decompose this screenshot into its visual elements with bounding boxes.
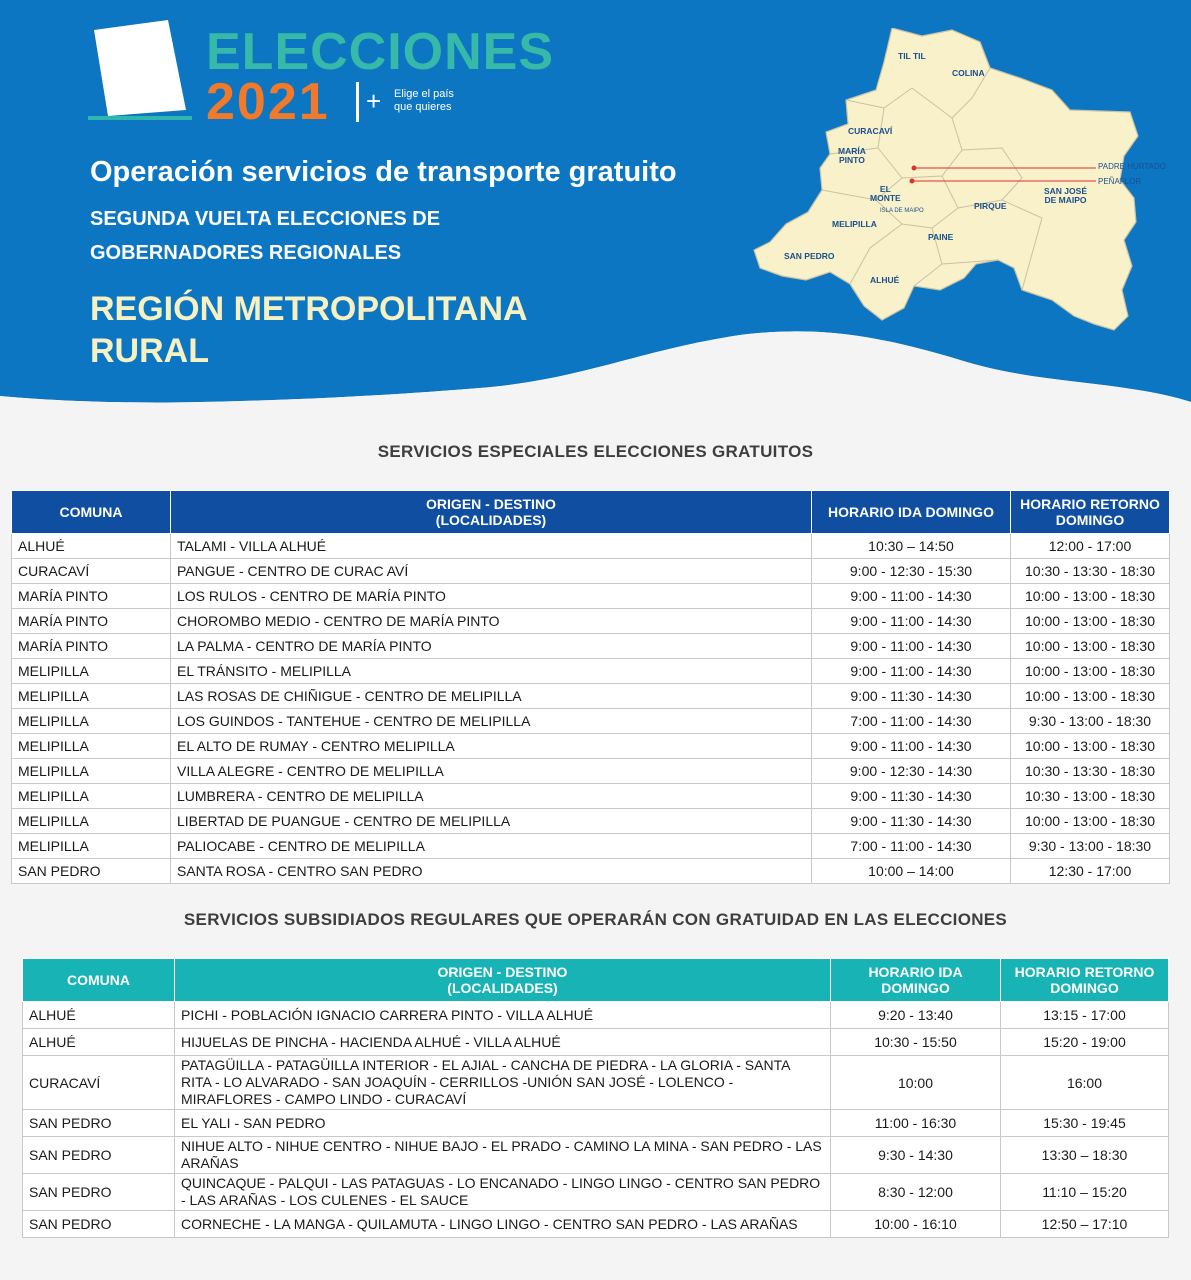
origen-destino-cell: NIHUE ALTO - NIHUE CENTRO - NIHUE BAJO - EL PRADO - CAMINO LA MINA - SAN PEDRO - LAS ARAÑAS: [175, 1137, 831, 1174]
horario-ida-cell: 8:30 - 12:00: [831, 1174, 1001, 1211]
col-header-origen: ORIGEN - DESTINO (LOCALIDADES): [171, 491, 812, 534]
map-label-padre-hurtado: PADRE HURTADO: [1098, 162, 1167, 171]
table-row: [12, 734, 1170, 759]
comuna-cell: MELIPILLA: [12, 709, 171, 734]
comuna-cell: MARÍA PINTO: [12, 584, 171, 609]
horario-ida-cell: 9:00 - 11:30 - 14:30: [812, 784, 1011, 809]
header-banner: [0, 0, 1191, 430]
horario-retorno-cell: 10:30 - 13:00 - 18:30: [1011, 784, 1170, 809]
origen-destino-cell: LAS ROSAS DE CHIÑIGUE - CENTRO DE MELIPILLA: [171, 684, 812, 709]
origen-destino-cell: HIJUELAS DE PINCHA - HACIENDA ALHUÉ - VILLA ALHUÉ: [175, 1029, 831, 1056]
table-row: [12, 709, 1170, 734]
horario-ida-cell: 9:00 - 11:30 - 14:30: [812, 684, 1011, 709]
table-row: [12, 809, 1170, 834]
horario-retorno-cell: 9:30 - 13:00 - 18:30: [1011, 709, 1170, 734]
horario-ida-cell: 11:00 - 16:30: [831, 1110, 1001, 1137]
logo-separator: [356, 82, 359, 122]
elecciones-logo: [88, 18, 555, 131]
table-row: [23, 1137, 1169, 1174]
table-header-row: [23, 959, 1169, 1002]
comuna-cell: MELIPILLA: [12, 809, 171, 834]
region-map: [752, 28, 1167, 348]
horario-ida-cell: 7:00 - 11:00 - 14:30: [812, 834, 1011, 859]
map-label-alhue: ALHUÉ: [870, 275, 900, 285]
comuna-cell: ALHUÉ: [12, 534, 171, 559]
table-header-row: [12, 491, 1170, 534]
origen-destino-cell: SANTA ROSA - CENTRO SAN PEDRO: [171, 859, 812, 884]
horario-ida-cell: 10:30 - 15:50: [831, 1029, 1001, 1056]
origen-destino-cell: EL TRÁNSITO - MELIPILLA: [171, 659, 812, 684]
map-label-pirque: PIRQUE: [974, 201, 1007, 211]
comuna-cell: SAN PEDRO: [23, 1174, 175, 1211]
ballot-paper-icon: [90, 18, 190, 118]
col-header-comuna: COMUNA: [12, 491, 171, 534]
comuna-cell: CURACAVÍ: [23, 1056, 175, 1110]
horario-retorno-cell: 12:00 - 17:00: [1011, 534, 1170, 559]
origen-destino-cell: PATAGÜILLA - PATAGÜILLA INTERIOR - EL AJIAL - CANCHA DE PIEDRA - LA GLORIA - SANTA RITA - LO ALVARADO - SAN JOAQUÍN - CERRILLOS -UNIÓN SAN JOSÉ - LOLENCO - MIRAFLORES - CAMPO LINDO - CURACAVÍ: [175, 1056, 831, 1110]
map-label-penaflor: PEÑAFLOR: [1098, 177, 1142, 186]
region-line1: REGIÓN METROPOLITANA: [90, 290, 528, 328]
horario-retorno-cell: 10:30 - 13:30 - 18:30: [1011, 559, 1170, 584]
origen-destino-cell: PALIOCABE - CENTRO DE MELIPILLA: [171, 834, 812, 859]
comuna-cell: MELIPILLA: [12, 784, 171, 809]
map-label-isla-de-maipo: ISLA DE MAIPO: [880, 208, 924, 214]
horario-retorno-cell: 12:50 – 17:10: [1001, 1211, 1169, 1238]
col-header-retorno: HORARIO RETORNO DOMINGO: [1011, 491, 1170, 534]
region-title: [90, 288, 610, 372]
map-label-san-jose-de-maipo: SAN JOSÉ DE MAIPO: [1044, 186, 1087, 205]
origen-destino-cell: EL ALTO DE RUMAY - CENTRO MELIPILLA: [171, 734, 812, 759]
special-services-table: [11, 490, 1170, 884]
comuna-cell: ALHUÉ: [23, 1029, 175, 1056]
subtitle-line2: GOBERNADORES REGIONALES: [90, 242, 402, 264]
comuna-cell: MARÍA PINTO: [12, 634, 171, 659]
table-row: [12, 859, 1170, 884]
origen-destino-cell: EL YALI - SAN PEDRO: [175, 1110, 831, 1137]
region-line2: RURAL: [90, 332, 209, 370]
table-row: [23, 1174, 1169, 1211]
origen-destino-cell: LOS RULOS - CENTRO DE MARÍA PINTO: [171, 584, 812, 609]
table-row: [23, 1056, 1169, 1110]
logo-year-text: 2021: [206, 73, 330, 131]
horario-retorno-cell: 11:10 – 15:20: [1001, 1174, 1169, 1211]
regular-services-table: [22, 958, 1169, 1238]
origen-destino-cell: LUMBRERA - CENTRO DE MELIPILLA: [171, 784, 812, 809]
logo-elecciones-text: ELECCIONES: [206, 23, 555, 81]
col-header-retorno: HORARIO RETORNO DOMINGO: [1001, 959, 1169, 1002]
comuna-cell: ALHUÉ: [23, 1002, 175, 1029]
horario-retorno-cell: 10:00 - 13:00 - 18:30: [1011, 609, 1170, 634]
logo-tagline: [394, 88, 474, 114]
table-row: [12, 834, 1170, 859]
col-header-origen: ORIGEN - DESTINO (LOCALIDADES): [175, 959, 831, 1002]
table-row: [12, 534, 1170, 559]
horario-retorno-cell: 13:15 - 17:00: [1001, 1002, 1169, 1029]
table-row: [23, 1211, 1169, 1238]
comuna-cell: MELIPILLA: [12, 759, 171, 784]
horario-retorno-cell: 15:30 - 19:45: [1001, 1110, 1169, 1137]
horario-retorno-cell: 9:30 - 13:00 - 18:30: [1011, 834, 1170, 859]
col-header-ida: HORARIO IDA DOMINGO: [831, 959, 1001, 1002]
horario-ida-cell: 9:00 - 11:00 - 14:30: [812, 609, 1011, 634]
origen-destino-cell: LIBERTAD DE PUANGUE - CENTRO DE MELIPILLA: [171, 809, 812, 834]
origen-destino-cell: CHOROMBO MEDIO - CENTRO DE MARÍA PINTO: [171, 609, 812, 634]
origen-destino-cell: VILLA ALEGRE - CENTRO DE MELIPILLA: [171, 759, 812, 784]
page-title: Operación servicios de transporte gratuito: [90, 156, 677, 188]
horario-ida-cell: 10:00 – 14:00: [812, 859, 1011, 884]
table-row: [12, 609, 1170, 634]
map-label-paine: PAINE: [928, 232, 954, 242]
origen-destino-cell: LOS GUINDOS - TANTEHUE - CENTRO DE MELIPILLA: [171, 709, 812, 734]
horario-ida-cell: 9:00 - 11:30 - 14:30: [812, 809, 1011, 834]
map-label-curacavi: CURACAVÍ: [848, 126, 893, 136]
table-row: [23, 1110, 1169, 1137]
comuna-cell: CURACAVÍ: [12, 559, 171, 584]
horario-ida-cell: 9:00 - 11:00 - 14:30: [812, 734, 1011, 759]
horario-retorno-cell: 10:00 - 13:00 - 18:30: [1011, 634, 1170, 659]
comuna-cell: MELIPILLA: [12, 834, 171, 859]
horario-ida-cell: 9:00 - 12:30 - 15:30: [812, 559, 1011, 584]
comuna-cell: MARÍA PINTO: [12, 609, 171, 634]
table-row: [12, 634, 1170, 659]
origen-destino-cell: LA PALMA - CENTRO DE MARÍA PINTO: [171, 634, 812, 659]
col-header-comuna: COMUNA: [23, 959, 175, 1002]
origen-destino-cell: PICHI - POBLACIÓN IGNACIO CARRERA PINTO - VILLA ALHUÉ: [175, 1002, 831, 1029]
horario-ida-cell: 9:00 - 12:30 - 14:30: [812, 759, 1011, 784]
table-row: [12, 759, 1170, 784]
map-label-el-monte: EL MONTE: [870, 184, 901, 203]
horario-retorno-cell: 15:20 - 19:00: [1001, 1029, 1169, 1056]
horario-retorno-cell: 10:00 - 13:00 - 18:30: [1011, 659, 1170, 684]
horario-ida-cell: 9:20 - 13:40: [831, 1002, 1001, 1029]
comuna-cell: SAN PEDRO: [12, 859, 171, 884]
horario-retorno-cell: 10:00 - 13:00 - 18:30: [1011, 809, 1170, 834]
logo-plus: +: [366, 86, 382, 116]
map-label-melipilla: MELIPILLA: [832, 219, 877, 229]
horario-ida-cell: 10:30 – 14:50: [812, 534, 1011, 559]
horario-retorno-cell: 10:00 - 13:00 - 18:30: [1011, 734, 1170, 759]
map-label-til-til: TIL TIL: [898, 51, 926, 61]
horario-ida-cell: 9:00 - 11:00 - 14:30: [812, 659, 1011, 684]
table-row: [12, 659, 1170, 684]
horario-ida-cell: 9:30 - 14:30: [831, 1137, 1001, 1174]
special-services-title: SERVICIOS ESPECIALES ELECCIONES GRATUITOS: [377, 442, 814, 461]
table-row: [12, 784, 1170, 809]
horario-retorno-cell: 12:30 - 17:00: [1011, 859, 1170, 884]
comuna-cell: MELIPILLA: [12, 659, 171, 684]
logo-tagline-line1: Elige el país: [394, 88, 454, 100]
table-row: [23, 1029, 1169, 1056]
table-row: [12, 684, 1170, 709]
regular-services-title: SERVICIOS SUBSIDIADOS REGULARES QUE OPERARÁN CON GRATUIDAD EN LAS ELECCIONES: [183, 910, 1008, 929]
comuna-cell: MELIPILLA: [12, 734, 171, 759]
map-label-colina: COLINA: [952, 68, 985, 78]
page-subtitle: [90, 202, 610, 270]
comuna-cell: SAN PEDRO: [23, 1137, 175, 1174]
table-row: [12, 559, 1170, 584]
logo-tagline-line2: que quieres: [394, 101, 452, 113]
comuna-cell: SAN PEDRO: [23, 1211, 175, 1238]
horario-retorno-cell: 16:00: [1001, 1056, 1169, 1110]
horario-ida-cell: 7:00 - 11:00 - 14:30: [812, 709, 1011, 734]
horario-retorno-cell: 10:30 - 13:30 - 18:30: [1011, 759, 1170, 784]
logo-underline: [88, 116, 192, 120]
horario-ida-cell: 10:00 - 16:10: [831, 1211, 1001, 1238]
comuna-cell: SAN PEDRO: [23, 1110, 175, 1137]
origen-destino-cell: TALAMI - VILLA ALHUÉ: [171, 534, 812, 559]
horario-retorno-cell: 10:00 - 13:00 - 18:30: [1011, 684, 1170, 709]
horario-ida-cell: 9:00 - 11:00 - 14:30: [812, 634, 1011, 659]
horario-ida-cell: 10:00: [831, 1056, 1001, 1110]
origen-destino-cell: QUINCAQUE - PALQUI - LAS PATAGUAS - LO ENCANADO - LINGO LINGO - CENTRO SAN PEDRO - LAS ARAÑAS - LOS CULENES - EL SAUCE: [175, 1174, 831, 1211]
col-header-ida: HORARIO IDA DOMINGO: [812, 491, 1011, 534]
table-row: [23, 1002, 1169, 1029]
subtitle-line1: SEGUNDA VUELTA ELECCIONES DE: [90, 208, 441, 230]
table-row: [12, 584, 1170, 609]
horario-retorno-cell: 10:00 - 13:00 - 18:30: [1011, 584, 1170, 609]
horario-ida-cell: 9:00 - 11:00 - 14:30: [812, 584, 1011, 609]
comuna-cell: MELIPILLA: [12, 684, 171, 709]
origen-destino-cell: PANGUE - CENTRO DE CURAC AVÍ: [171, 559, 812, 584]
horario-retorno-cell: 13:30 – 18:30: [1001, 1137, 1169, 1174]
origen-destino-cell: CORNECHE - LA MANGA - QUILAMUTA - LINGO LINGO - CENTRO SAN PEDRO - LAS ARAÑAS: [175, 1211, 831, 1238]
map-label-maria-pinto: MARÍA PINTO: [838, 146, 866, 165]
map-label-san-pedro: SAN PEDRO: [784, 251, 835, 261]
